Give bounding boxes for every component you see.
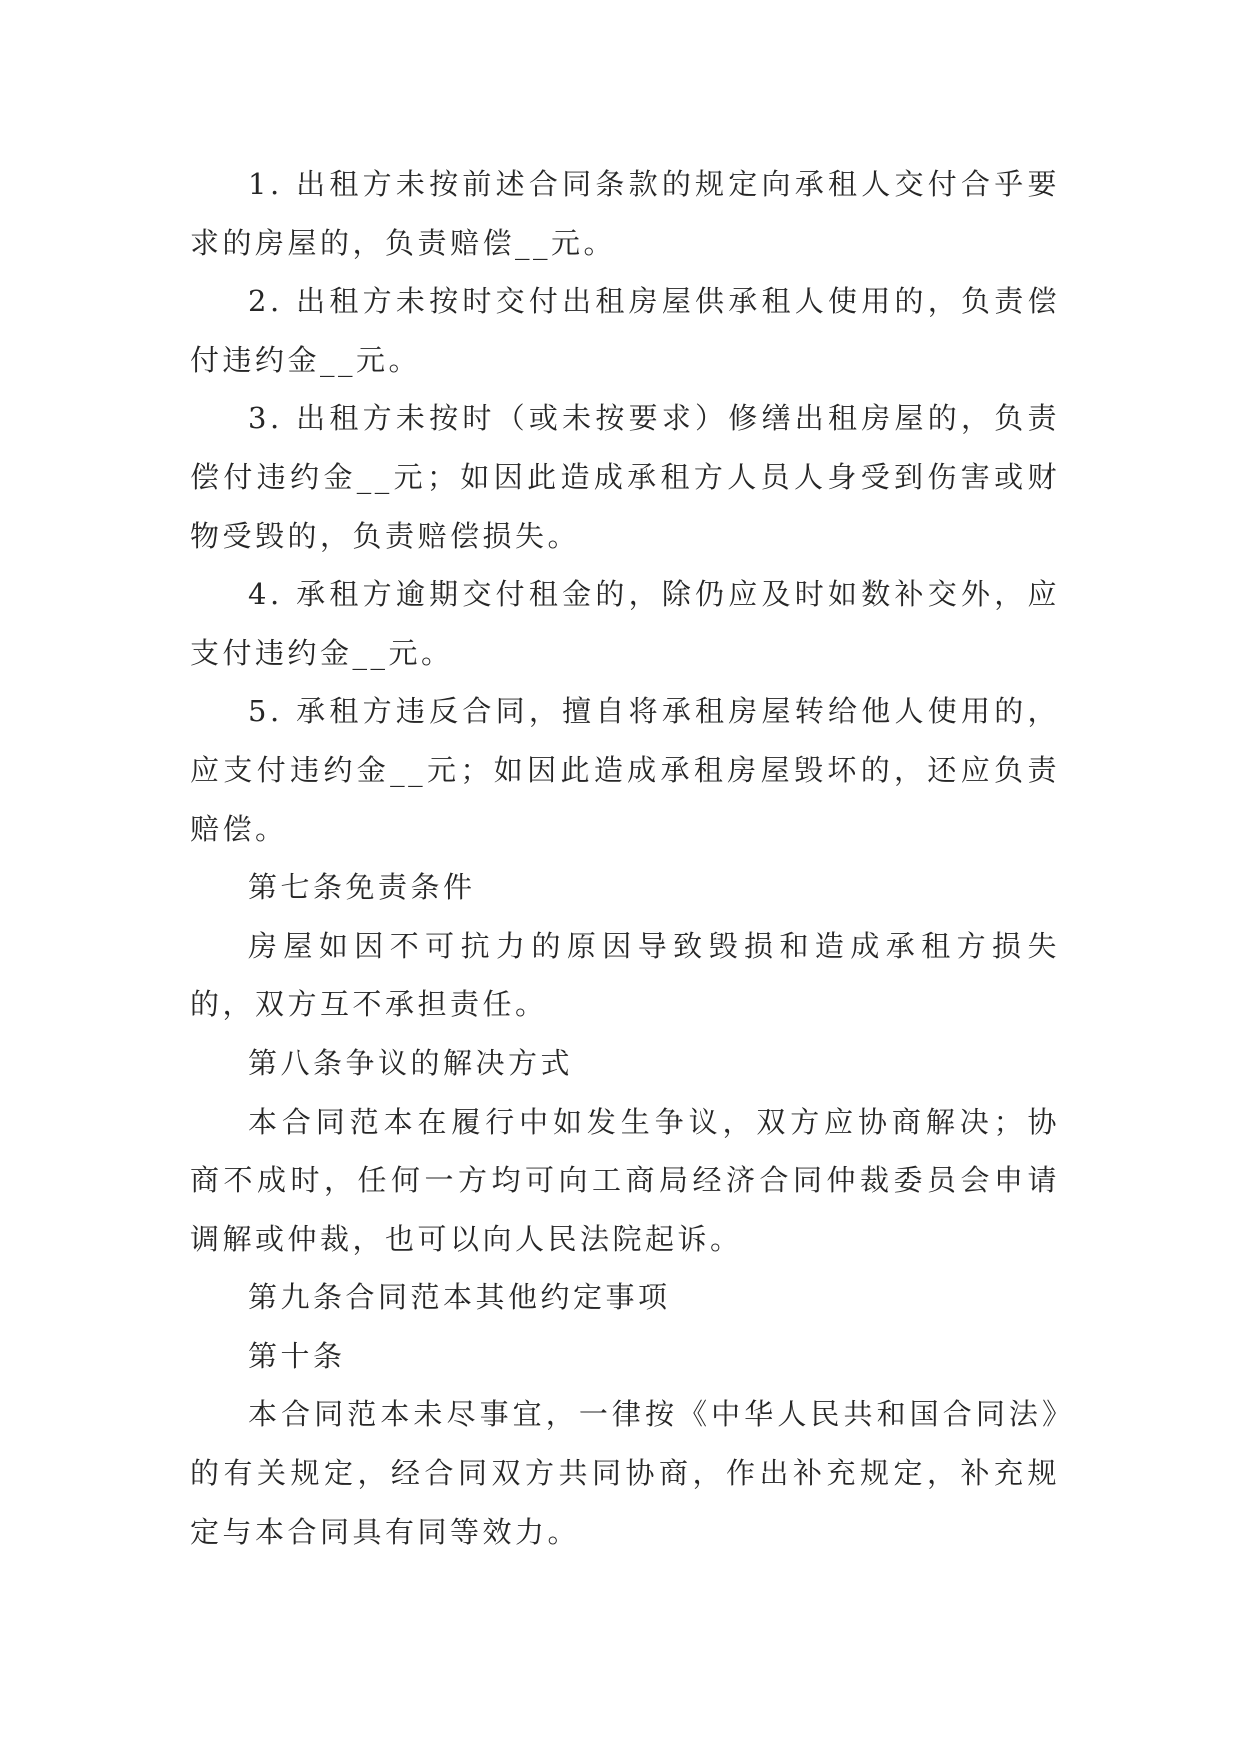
clause-item-3: 3. 出租方未按时（或未按要求）修缮出租房屋的，负责偿付违约金__元；如因此造成承租方人员人身受到伤害或财物受毁的，负责赔偿损失。 (190, 401, 1060, 553)
article-7-text: 房屋如因不可抗力的原因导致毁损和造成承租方损失的，双方互不承担责任。 (190, 928, 1060, 1022)
clause-item-2: 2. 出租方未按时交付出租房屋供承租人使用的，负责偿付违约金__元。 (190, 284, 1060, 377)
article-7-heading: 第七条免责条件 (248, 870, 476, 905)
clause-item-4: 4. 承租方逾期交付租金的，除仍应及时如数补交外，应支付违约金__元。 (190, 577, 1060, 670)
article-8-text: 本合同范本在履行中如发生争议，双方应协商解决；协商不成时，任何一方均可向工商局经济合同仲裁委员会申请调解或仲裁，也可以向人民法院起诉。 (190, 1104, 1060, 1256)
article-8-heading: 第八条争议的解决方式 (248, 1045, 574, 1080)
document-body (190, 155, 1060, 1561)
article-10-text: 本合同范本未尽事宜，一律按《中华人民共和国合同法》的有关规定，经合同双方共同协商，作出补充规定，补充规定与本合同具有同等效力。 (190, 1397, 1060, 1549)
article-10-heading: 第十条 (248, 1338, 346, 1373)
clause-item-1: 1. 出租方未按前述合同条款的规定向承租人交付合乎要求的房屋的，负责赔偿__元。 (190, 167, 1060, 260)
article-9-heading: 第九条合同范本其他约定事项 (248, 1280, 671, 1315)
clause-item-5: 5. 承租方违反合同，擅自将承租房屋转给他人使用的，应支付违约金__元；如因此造成承租房屋毁坏的，还应负责赔偿。 (190, 694, 1060, 846)
